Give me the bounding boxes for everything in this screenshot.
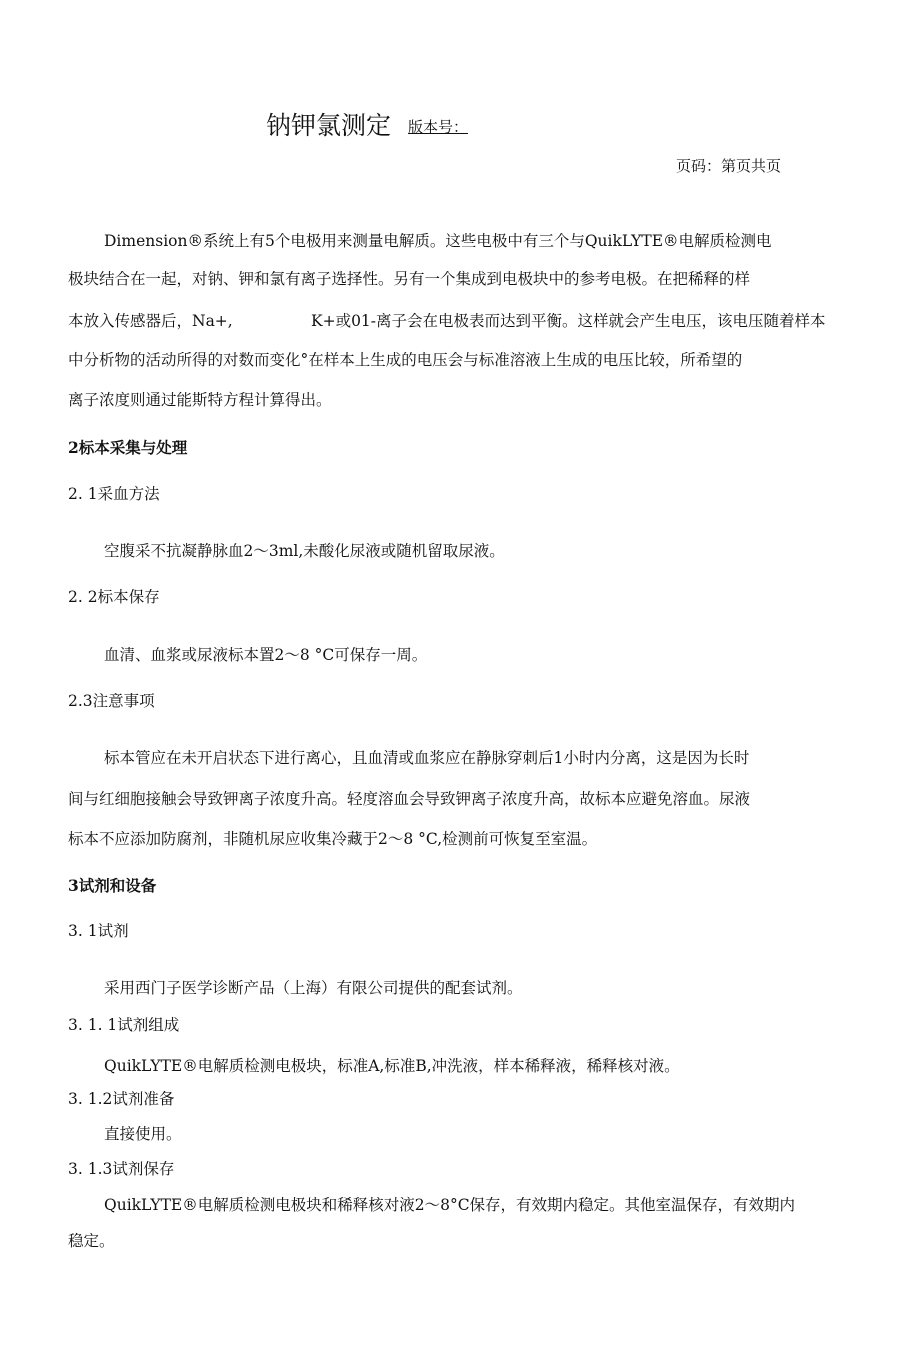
section-2-3-line-2: 间与红细胞接触会导致钾离子浓度升高。轻度溶血会导致钾离子浓度升高，故标本应避免溶血。尿液	[68, 790, 751, 808]
intro-line-5: 离子浓度则通过能斯特方程计算得出。	[68, 391, 332, 409]
section-3-1-3-line-2: 稳定。	[68, 1232, 115, 1250]
section-2-1-heading: 2. 1采血方法	[68, 485, 160, 503]
section-2-2-text: 血清、血浆或尿液标本置2〜8 °C可保存一周。	[104, 646, 428, 664]
intro-line-2: 极块结合在一起，对钠、钾和氯有离子选择性。另有一个集成到电极块中的参考电极。在把稀释的样	[68, 270, 751, 288]
section-3-1-2-heading: 3. 1.2试剂准备	[68, 1090, 175, 1108]
section-2-3-heading: 2.3注意事项	[68, 692, 155, 710]
version-label: 版本号：	[408, 118, 469, 136]
section-2-3-line-3: 标本不应添加防腐剂，非随机尿应收集冷藏于2〜8 °C,检测前可恢复至室温。	[68, 830, 598, 848]
section-3-1-text: 采用西门子医学诊断产品（上海）有限公司提供的配套试剂。	[104, 979, 523, 997]
section-3-1-heading: 3. 1试剂	[68, 922, 129, 940]
section-3-1-3-heading: 3. 1.3试剂保存	[68, 1160, 175, 1178]
section-3-1-3-line-1: QuikLYTE®电解质检测电极块和稀释核对液2〜8°C保存，有效期内稳定。其他室温保存，有效期内	[104, 1196, 796, 1214]
section-2-3-line-1: 标本管应在未开启状态下进行离心，且血清或血浆应在静脉穿刺后1小时内分离，这是因为长时	[104, 749, 750, 767]
section-2-1-text: 空腹采不抗凝静脉血2〜3ml,未酸化尿液或随机留取尿液。	[104, 542, 505, 560]
section-2-heading: 2标本采集与处理	[68, 438, 188, 457]
section-3-1-2-text: 直接使用。	[104, 1125, 182, 1143]
page-number-label: 页码：第页共页	[676, 157, 782, 175]
document-title: 钠钾氯测定	[266, 111, 392, 140]
section-2-2-heading: 2. 2标本保存	[68, 588, 160, 606]
section-3-1-1-text: QuikLYTE®电解质检测电极块，标准A,标准B,冲洗液，样本稀释液，稀释核对液。	[104, 1057, 680, 1075]
intro-line-1: Dimension®系统上有5个电极用来测量电解质。这些电极中有三个与QuikLYTE®电解质检测电	[104, 232, 772, 250]
intro-line-3b: K+或01-离子会在电极表而达到平衡。这样就会产生电压，该电压随着样本	[311, 312, 826, 330]
intro-line-3a: 本放入传感器后，Na+,	[68, 312, 233, 330]
intro-line-4: 中分析物的活动所得的对数而变化°在样本上生成的电压会与标准溶液上生成的电压比较，所希望的	[68, 351, 743, 369]
section-3-1-1-heading: 3. 1. 1试剂组成	[68, 1016, 180, 1034]
section-3-heading: 3试剂和设备	[68, 876, 157, 895]
